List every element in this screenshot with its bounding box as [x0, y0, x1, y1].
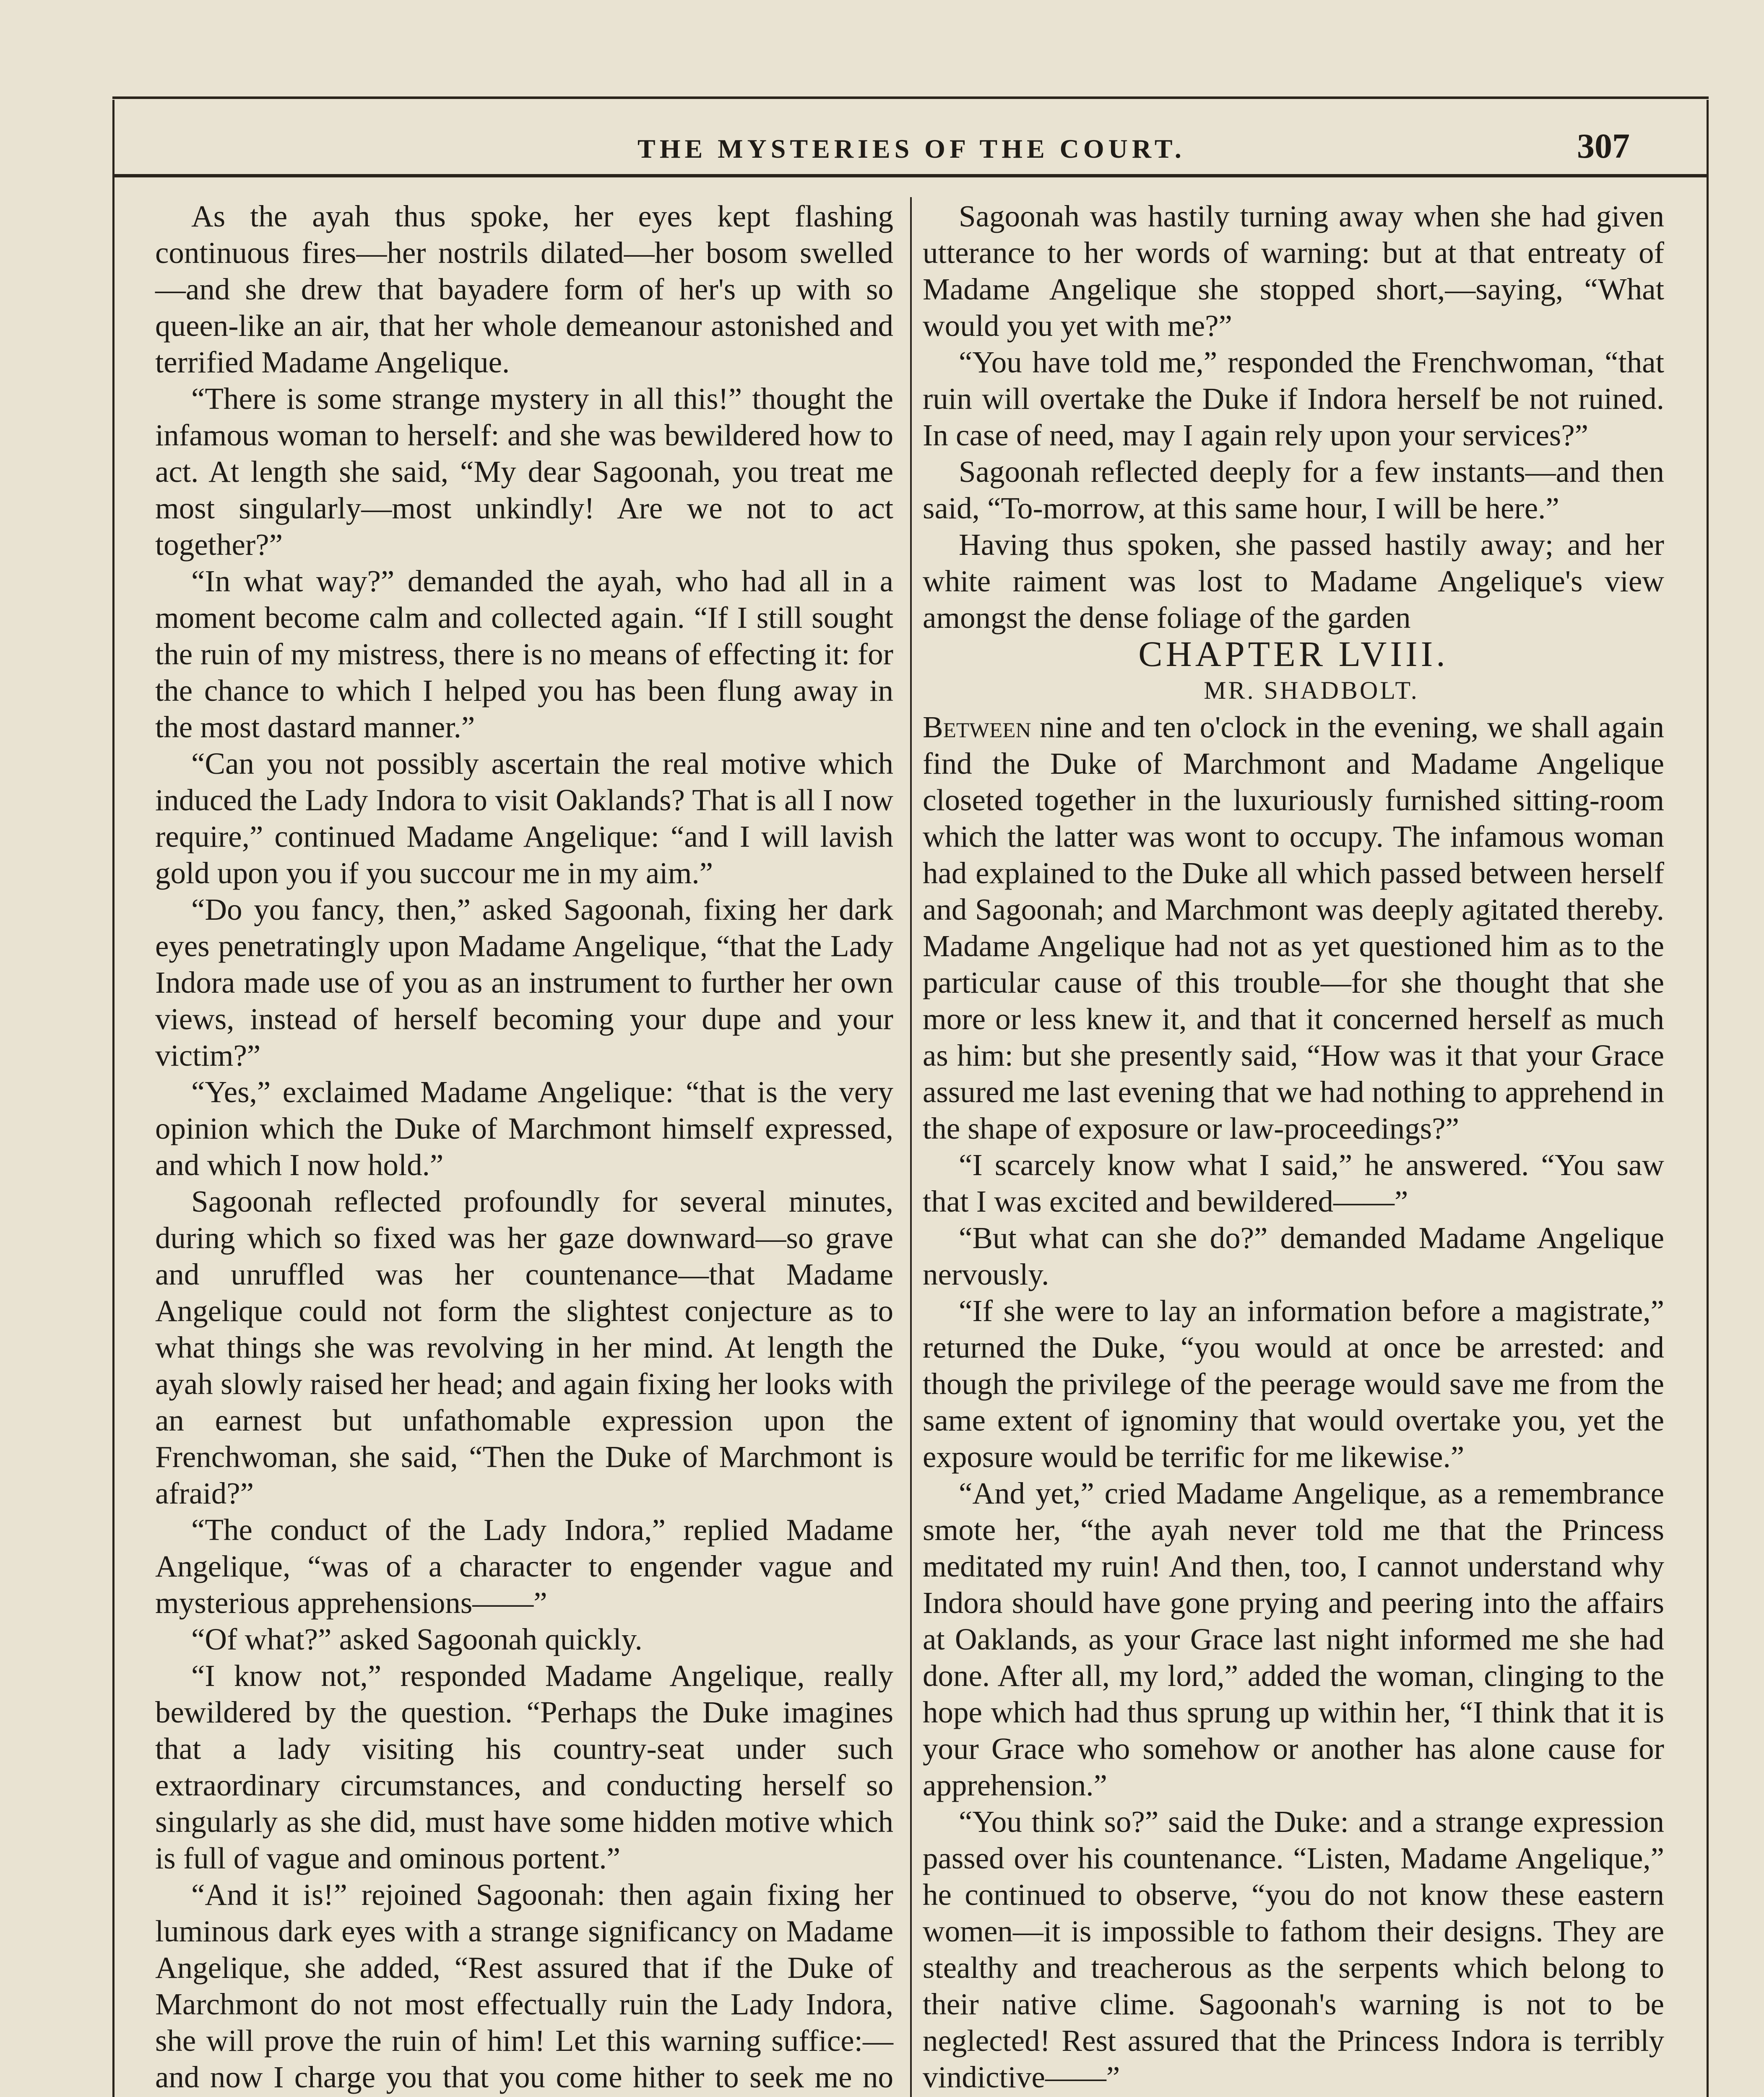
paragraph: Sagoonah reflected deeply for a few instants—and then said, “To-morrow, at this same hour, I will be here.” — [923, 455, 1664, 525]
paragraph: “There is some strange mystery in all this!” thought the infamous woman to herself: and she was bewildered how to act. At length she said, “My dear Sagoonah, you treat me most singularly—most unkindly! Are we not to act together?” — [155, 382, 893, 562]
right-column — [923, 198, 1664, 2095]
paragraph: Sagoonah was hastily turning away when she had given utterance to her words of warning: but at that entreaty of Madame Angelique she stopped short,—saying, “What would you yet with me?” — [923, 199, 1664, 343]
paragraph: “Of what?” asked Sagoonah quickly. — [191, 1622, 643, 1656]
paragraph: Having thus spoken, she passed hastily away; and her white raiment was lost to Madame Angelique's view amongst the dense foliage of the garden — [923, 528, 1664, 635]
chapter-subtitle: MR. SHADBOLT. — [1204, 676, 1419, 704]
running-title: THE MYSTERIES OF THE COURT. — [637, 134, 1186, 164]
paragraph: Sagoonah reflected profoundly for several minutes, during which so fixed was her gaze downward—so grave and unruffled was her countenance—that Madame Angelique could not form the slightest conjecture as to what things she was revolving in her mind. At length the ayah slowly raised her head; and again fixing her looks with an earnest but unfathomable expression upon the Frenchwoman, she said, “Then the Duke of Marchmont is afraid?” — [155, 1184, 893, 1510]
chapter-first-word: Between — [923, 710, 1031, 744]
paragraph: “Can you not possibly ascertain the real motive which induced the Lady Indora to visit Oaklands? That is all I now require,” continued Madame Angelique: “and I will lavish gold upon you if you succour me in my aim.” — [155, 747, 893, 890]
header-rule-top — [112, 96, 1709, 99]
left-column — [155, 198, 893, 2097]
chapter-first-rest: nine and ten o'clock in the evening, we shall again find the Duke of Marchmont and Madame Angelique closeted together in the luxuriously furnished sitting-room which the latter was wont to occupy. The infamous woman had explained to the Duke all which passed between herself and Sagoonah; and Marchmont was deeply agitated thereby. Madame Angelique had not as yet questioned him as to the particular cause of this trouble—for she thought that she more or less knew it, and that it concerned herself as much as him: but she presently said, “How was it that your Grace assured me last evening that we had nothing to apprehend in the shape of exposure or law-proceedings?” — [923, 710, 1664, 1145]
header-rule-bottom — [112, 174, 1709, 177]
column-divider — [910, 197, 912, 2097]
paragraph: “And yet,” cried Madame Angelique, as a remembrance smote her, “the ayah never told me that the Princess meditated my ruin! And then, too, I cannot understand why Indora should have gone prying and peering into the affairs at Oaklands, as your Grace last night informed me she had done. After all, my lord,” added the woman, clinging to the hope which had thus sprung up within her, “I think that it is your Grace who somehow or another has alone cause for apprehension.” — [923, 1476, 1664, 1802]
paragraph: “Yes,” exclaimed Madame Angelique: “that is the very opinion which the Duke of Marchmont himself expressed, and which I now hold.” — [155, 1075, 893, 1182]
paragraph: “But what can she do?” demanded Madame Angelique nervously. — [923, 1221, 1664, 1291]
chapter-first-paragraph — [923, 709, 1664, 1147]
paragraph: “In what way?” demanded the ayah, who had all in a moment become calm and collected again. “If I still sought the ruin of my mistress, there is no means of effecting it: for the chance to which I helped you has been flung away in the most dastard manner.” — [155, 564, 893, 744]
paragraph: “You think so?” said the Duke: and a strange expression passed over his countenance. “Listen, Madame Angelique,” he continued to observe, “you do not know these eastern women—it is impossible to fathom their designs. They are stealthy and treacherous as the serpents which belong to their native clime. Sagoonah's warning is not to be neglected! Rest assured that the Princess Indora is terribly vindictive——” — [923, 1805, 1664, 2094]
paragraph: “And it is!” rejoined Sagoonah: then again fixing her luminous dark eyes with a strange significancy on Madame Angelique, she added, “Rest assured that if the Duke of Marchmont do not most effectually ruin the Lady Indora, she will prove the ruin of him! Let this warning suffice:—and now I charge you that you come hither to seek me no — [155, 1878, 893, 2094]
paragraph: “I know not,” responded Madame Angelique, really bewildered by the question. “Perhaps the Duke imagines that a lady visiting his country-seat under such extraordinary circumstances, and conducting herself so singularly as she did, must have some hidden motive which is full of vague and ominous portent.” — [155, 1659, 893, 1875]
paragraph: As the ayah thus spoke, her eyes kept flashing continuous fires—her nostrils dilated—her bosom swelled—and she drew that bayadere form of her's up with so queen-like an air, that her whole demeanour astonished and terrified Madame Angelique. — [155, 199, 893, 379]
paragraph: “I scarcely know what I said,” he answered. “You saw that I was excited and bewildered——” — [923, 1148, 1664, 1218]
paragraph: “If she were to lay an information before a magistrate,” returned the Duke, “you would at once be arrested: and though the privilege of the peerage would save me from the same extent of ignominy that would overtake you, yet the exposure would be terrific for me likewise.” — [923, 1294, 1664, 1474]
paragraph: “Do you fancy, then,” asked Sagoonah, fixing her dark eyes penetratingly upon Madame Angelique, “that the Lady Indora made use of you as an instrument to further her own views, instead of herself becoming your dupe and your victim?” — [155, 892, 893, 1072]
page-number: 307 — [1577, 127, 1630, 166]
paragraph: “You have told me,” responded the Frenchwoman, “that ruin will overtake the Duke if Indora herself be not ruined. In case of need, may I again rely upon your services?” — [923, 345, 1664, 452]
paragraph: “The conduct of the Lady Indora,” replied Madame Angelique, “was of a character to engender vague and mysterious apprehensions——” — [155, 1513, 893, 1620]
chapter-title: CHAPTER LVIII. — [1138, 634, 1449, 674]
